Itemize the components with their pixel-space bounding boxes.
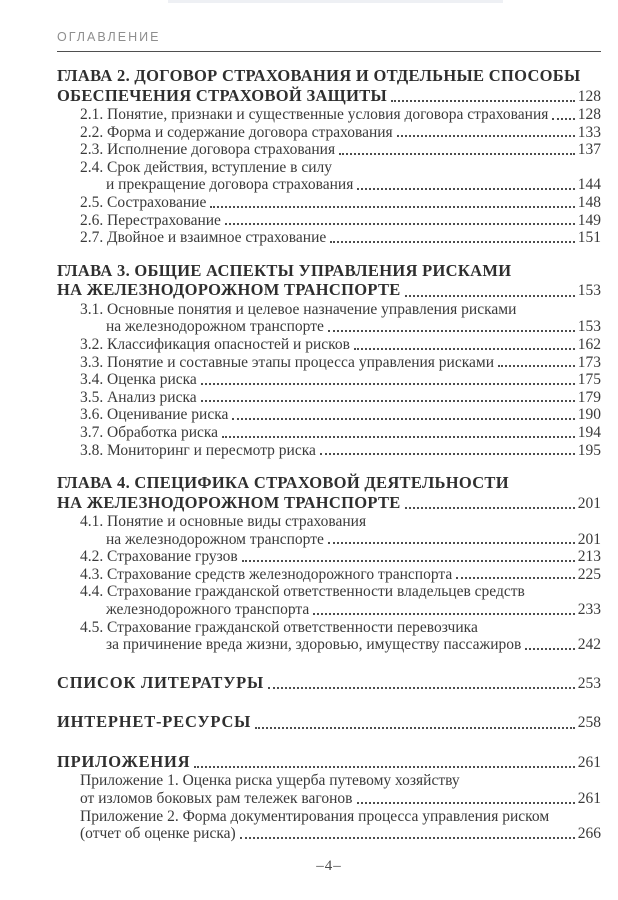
dot-leader	[194, 764, 574, 768]
page-ref: 258	[577, 714, 601, 732]
toc-entry-number: 2.3.	[80, 141, 104, 159]
toc-entry-text: за причинение вреда жизни, здоровью, имуществу пассажиров	[106, 636, 522, 654]
toc-row	[57, 825, 601, 843]
toc-entry-number: 3.8.	[80, 441, 104, 459]
toc-entry-number: 3.5.	[80, 388, 104, 406]
page-ref: 137	[577, 141, 601, 159]
dot-leader	[201, 381, 575, 385]
page-ref: 175	[577, 371, 601, 389]
toc-entry-text: ПРИЛОЖЕНИЯ	[57, 751, 191, 771]
toc-entry-number: 2.2.	[80, 123, 104, 141]
folio-page-number: –4–	[316, 857, 342, 874]
page-ref: 261	[577, 753, 601, 771]
page-ref: 213	[577, 548, 601, 566]
toc-row	[57, 566, 601, 584]
page-ref: 128	[577, 106, 601, 123]
dot-leader	[240, 835, 575, 839]
toc-row	[57, 531, 601, 549]
toc-row	[57, 280, 601, 301]
page-ref: 144	[577, 176, 601, 194]
toc-row	[57, 673, 601, 694]
toc-entry-number: 4.1.	[80, 513, 104, 531]
toc-row	[57, 548, 601, 566]
page-ref: 149	[577, 211, 601, 229]
toc-entry-text: Перестрахование	[107, 211, 221, 229]
toc-row	[57, 301, 601, 319]
toc-entry-text: НА ЖЕЛЕЗНОДОРОЖНОМ ТРАНСПОРТЕ	[57, 280, 401, 300]
toc-row	[57, 176, 601, 194]
toc-row	[57, 772, 601, 790]
toc-row	[57, 790, 601, 808]
toc-entry-text: на железнодорожном транспорте	[106, 530, 324, 548]
toc-row	[57, 229, 601, 247]
toc-row	[57, 712, 601, 733]
page-ref: 233	[577, 601, 601, 619]
page-ref: 153	[577, 282, 601, 300]
toc-entry-text: Основные понятия и целевое назначение управления рисками	[107, 300, 517, 318]
page-ref: 151	[577, 229, 601, 247]
toc-entry-number: 4.3.	[80, 565, 104, 583]
toc-row	[57, 752, 601, 773]
dot-leader	[225, 221, 575, 225]
toc-entry-text: Страхование гражданской ответственности владельцев средств	[107, 583, 525, 601]
toc-entry-number: 3.6.	[80, 406, 104, 424]
toc-entry-text: Понятие, признаки и существенные условия договора страхования	[107, 106, 549, 123]
toc-row	[57, 513, 601, 531]
toc-entry-text: железнодорожного транспорта	[106, 601, 310, 619]
toc-entry-text: Обработка риска	[107, 423, 219, 441]
dot-leader	[255, 725, 575, 729]
toc-row	[57, 318, 601, 336]
page-ref: 201	[577, 530, 601, 548]
toc-entry-number: 2.6.	[80, 211, 104, 229]
toc-entry-text: ОБЕСПЕЧЕНИЯ СТРАХОВОЙ ЗАЩИТЫ	[57, 85, 388, 105]
page-ref: 253	[577, 674, 601, 692]
page-ref: 190	[577, 406, 601, 424]
toc-entry-text: Классификация опасностей и рисков	[107, 335, 350, 353]
toc-entry-number: 2.5.	[80, 193, 104, 211]
toc-entry-text: и прекращение договора страхования	[106, 176, 354, 194]
toc-row	[57, 124, 601, 142]
toc-entry-text: Страхование гражданской ответственности перевозчика	[107, 618, 478, 636]
page-header: ОГЛАВЛЕНИЕ	[57, 30, 601, 52]
page-ref: 162	[577, 335, 601, 353]
dot-leader	[242, 558, 575, 562]
scan-artifact	[168, 0, 503, 3]
toc-entry-number: 3.1.	[80, 300, 104, 318]
page-ref: 128	[577, 87, 601, 105]
toc-entry-text: ГЛАВА 3. ОБЩИЕ АСПЕКТЫ УПРАВЛЕНИЯ РИСКАМИ	[57, 260, 512, 280]
dot-leader	[456, 575, 575, 579]
toc-entry-number: 3.2.	[80, 335, 104, 353]
toc-entry-text: Сострахование	[107, 193, 207, 211]
toc-entry-text: НА ЖЕЛЕЗНОДОРОЖНОМ ТРАНСПОРТЕ	[57, 492, 401, 512]
dot-leader	[268, 685, 575, 689]
toc-row	[57, 354, 601, 372]
toc-entry-text: (отчет об оценке риска)	[80, 825, 236, 843]
dot-leader	[498, 363, 575, 367]
toc-row	[57, 389, 601, 407]
dot-leader	[391, 98, 575, 102]
toc-entry-text: Понятие и основные виды страхования	[107, 513, 367, 531]
page-ref: 179	[577, 388, 601, 406]
dot-leader	[330, 239, 575, 243]
toc-entry-number: 4.4.	[80, 583, 104, 601]
toc-entry-text: Исполнение договора страхования	[107, 141, 336, 159]
dot-leader	[328, 328, 575, 332]
toc-entry-number: 2.7.	[80, 229, 104, 247]
page-ref: 201	[577, 494, 601, 512]
toc-entry-text: Анализ риска	[107, 388, 197, 406]
page-ref: 195	[577, 441, 601, 459]
dot-leader	[405, 505, 575, 509]
toc-row	[57, 86, 601, 107]
toc-entry-text: Страхование грузов	[107, 548, 238, 566]
page-ref: 266	[577, 825, 601, 843]
toc-entry-number: 4.2.	[80, 548, 104, 566]
dot-leader	[397, 133, 575, 137]
toc-row	[57, 406, 601, 424]
toc-row	[57, 424, 601, 442]
toc-entry-text: Оценивание риска	[107, 406, 229, 424]
toc-entry-number: 2.4.	[80, 158, 104, 176]
page-ref: 173	[577, 353, 601, 371]
dot-leader	[210, 204, 574, 208]
toc-row	[57, 371, 601, 389]
toc-row	[57, 261, 601, 281]
toc-entry-number: 2.1.	[80, 106, 104, 123]
toc-entry-text: Форма и содержание договора страхования	[107, 123, 393, 141]
toc-row	[57, 66, 601, 86]
toc-entry-text: Страхование средств железнодорожного транспорта	[107, 565, 453, 583]
toc-row	[57, 159, 601, 177]
toc-row	[57, 106, 601, 124]
dot-leader	[313, 611, 575, 615]
toc-row	[57, 601, 601, 619]
dot-leader	[328, 540, 575, 544]
dot-leader	[354, 346, 575, 350]
toc-entry-text: Понятие и составные этапы процесса управления рисками	[107, 353, 495, 371]
toc-entry-text: Мониторинг и пересмотр риска	[107, 441, 316, 459]
page-ref: 261	[577, 789, 601, 807]
dot-leader	[201, 398, 575, 402]
toc-row	[57, 442, 601, 460]
toc-row	[57, 636, 601, 654]
page-ref: 225	[577, 565, 601, 583]
toc-row	[57, 619, 601, 637]
toc-row	[57, 194, 601, 212]
dot-leader	[320, 451, 575, 455]
dot-leader	[222, 434, 575, 438]
dot-leader	[552, 116, 574, 120]
page-ref: 153	[577, 318, 601, 336]
toc-entry-text: Срок действия, вступление в силу	[107, 158, 332, 176]
toc-entry-text: Приложение 1. Оценка риска ущерба путевому хозяйству	[80, 772, 460, 790]
dot-leader	[357, 186, 574, 190]
toc-entry-text: от изломов боковых рам тележек вагонов	[80, 789, 353, 807]
dot-leader	[405, 293, 575, 297]
toc-row	[57, 808, 601, 826]
toc-entry-text: на железнодорожном транспорте	[106, 318, 324, 336]
toc-row	[57, 336, 601, 354]
dot-leader	[339, 151, 575, 155]
toc-entry-text: СПИСОК ЛИТЕРАТУРЫ	[57, 672, 264, 692]
toc-entry-text: ГЛАВА 4. СПЕЦИФИКА СТРАХОВОЙ ДЕЯТЕЛЬНОСТИ	[57, 473, 509, 493]
toc-row	[57, 493, 601, 514]
toc-entry-text: Приложение 2. Форма документирования процесса управления риском	[80, 807, 550, 825]
toc-row	[57, 141, 601, 159]
toc-entry-text: Оценка риска	[107, 371, 197, 389]
toc-row	[57, 583, 601, 601]
toc-row	[57, 473, 601, 493]
page-ref: 242	[577, 636, 601, 654]
toc-entry-text: ИНТЕРНЕТ-РЕСУРСЫ	[57, 712, 252, 732]
dot-leader	[232, 416, 574, 420]
dot-leader	[525, 646, 574, 650]
toc-list	[57, 66, 601, 843]
dot-leader	[357, 800, 575, 804]
toc-entry-number: 3.3.	[80, 353, 104, 371]
toc-entry-number: 3.4.	[80, 371, 104, 389]
toc-entry-number: 3.7.	[80, 423, 104, 441]
toc-entry-text: ГЛАВА 2. ДОГОВОР СТРАХОВАНИЯ И ОТДЕЛЬНЫЕ СПОСОБЫ	[57, 66, 581, 85]
page-ref: 194	[577, 423, 601, 441]
page-ref: 133	[577, 123, 601, 141]
toc-entry-text: Двойное и взаимное страхование	[107, 229, 327, 247]
toc-entry-number: 4.5.	[80, 618, 104, 636]
toc-row	[57, 212, 601, 230]
page-ref: 148	[577, 193, 601, 211]
